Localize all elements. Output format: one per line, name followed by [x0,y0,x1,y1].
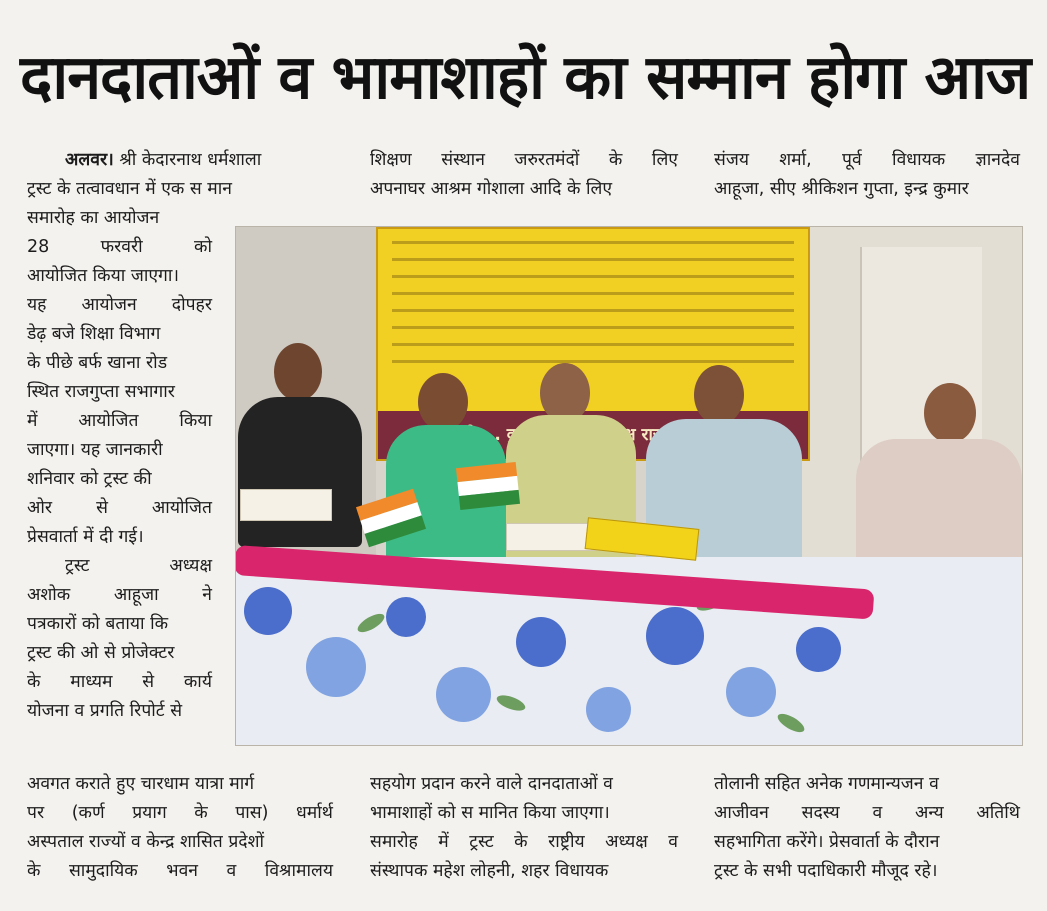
article-line: योजना व प्रगति रिपोर्ट से [27,701,183,721]
article-line: आजीवन सदस्य व अन्य अतिथि [714,803,1020,823]
article-line: समारोह का आयोजन [27,208,160,228]
article-line: आयोजित किया जाएगा। [27,266,180,286]
article-text: श्री केदारनाथ धर्मशाला [119,150,262,170]
article-text: ट्रस्ट के तत्वावधान में एक स मान [27,179,232,199]
article-col2-top [370,146,678,204]
article-line: सहयोग प्रदान करने वाले दानदाताओं व [370,774,613,794]
article-line: स्थित राजगुप्ता सभागार [27,382,175,402]
india-flag-icon [456,462,520,510]
article-line: तोलानी सहित अनेक गणमान्यजन व [714,774,939,794]
article-line: अपनाघर आश्रम गोशाला आदि के लिए [370,179,613,199]
article-line: समारोह में ट्रस्ट के राष्ट्रीय अध्यक्ष व [370,832,678,852]
article-col1-bottom [27,770,333,886]
article-line: डेढ़ बजे शिक्षा विभाग [27,324,161,344]
press-conference-photo [235,226,1023,746]
article-line: प्रेसवार्ता में दी गई। [27,527,144,547]
article-line: यह आयोजन दोपहर [27,295,212,315]
photo-papers [240,489,332,521]
headline: दानदाताओं व भामाशाहों का सम्मान होगा आज [20,42,1031,113]
article-line: ट्रस्ट अध्यक्ष [65,556,212,576]
article-line: ट्रस्ट के सभी पदाधिकारी मौजूद रहे। [714,861,938,881]
article-line: में आयोजित किया [27,411,212,431]
article-line: के माध्यम से कार्य [27,672,212,692]
article-line: अवगत कराते हुए चारधाम यात्रा मार्ग [27,774,255,794]
article-line: के पीछे बर्फ खाना रोड [27,353,168,373]
article-line: संस्थापक महेश लोहनी, शहर विधायक [370,861,609,881]
article-line: अशोक आहूजा ने [27,585,212,605]
article-col1-top [27,146,333,204]
article-line: शिक्षण संस्थान जरुरतमंदों के लिए [370,150,678,170]
article-col1-mid [27,204,212,726]
dateline: अलवर। [65,150,114,170]
article-line: आहूजा, सीए श्रीकिशन गुप्ता, इन्द्र कुमार [714,179,969,199]
article-line: ओर से आयोजित [27,498,212,518]
article-line: 28 फरवरी को [27,237,212,257]
article-line: संजय शर्मा, पूर्व विधायक ज्ञानदेव [714,150,1020,170]
article-line: के सामुदायिक भवन व विश्रामालय [27,861,333,881]
article-line: अस्पताल राज्यों व केन्द्र शासित प्रदेशों [27,832,265,852]
article-line: जाएगा। यह जानकारी [27,440,163,460]
article-line: शनिवार को ट्रस्ट की [27,469,152,489]
article-line: भामाशाहों को स मानित किया जाएगा। [370,803,610,823]
article-col3-top [714,146,1020,204]
article-col2-bottom [370,770,678,886]
article-line: पत्रकारों को बताया कि [27,614,169,634]
article-line: पर (कर्ण प्रयाग के पास) धर्मार्थ [27,803,333,823]
article-line: ट्रस्ट की ओ से प्रोजेक्टर [27,643,175,663]
article-line: सहभागिता करेंगे। प्रेसवार्ता के दौरान [714,832,940,852]
article-col3-bottom [714,770,1020,886]
